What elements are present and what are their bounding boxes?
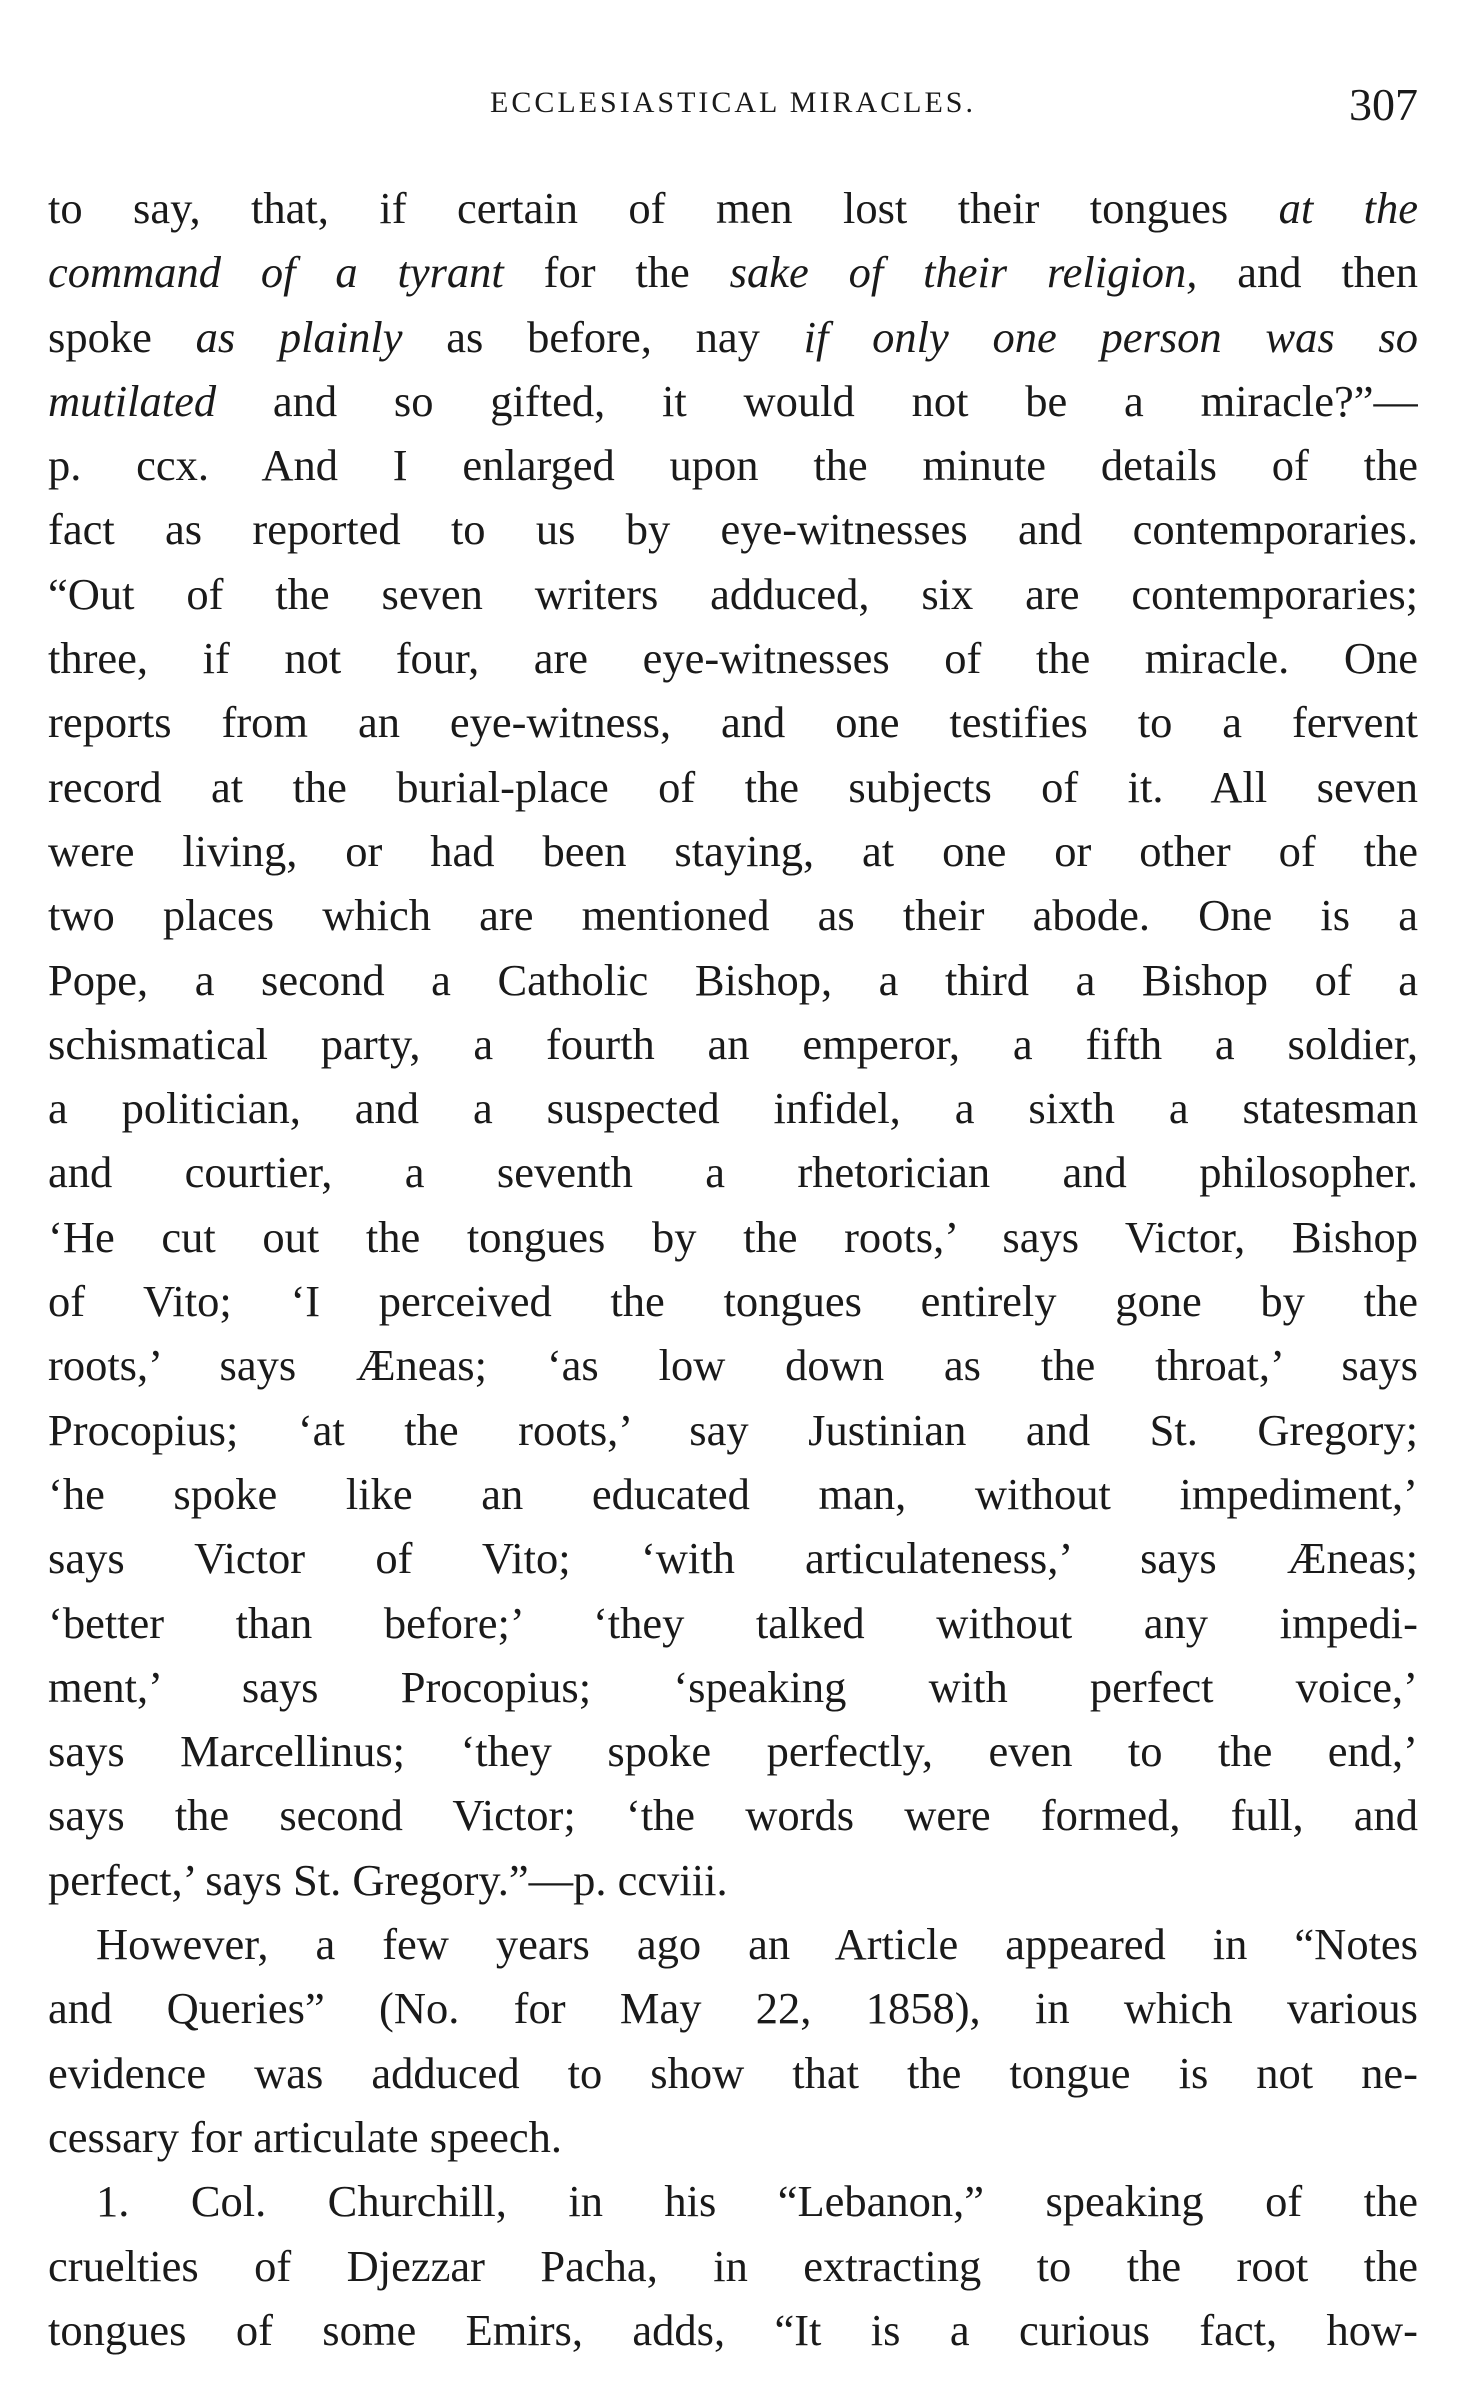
text-run: and courtier, a seventh a rhetorician and philosopher. <box>48 1147 1418 1198</box>
text-run: and so gifted, it would not be a miracle?”— <box>216 375 1418 426</box>
text-line <box>48 819 1418 883</box>
italic-text: as plainly <box>195 311 403 362</box>
text-line <box>48 1140 1418 1204</box>
text-run: spoke <box>48 311 196 362</box>
page-number: 307 <box>1349 79 1418 130</box>
text-run: ‘better than before;’ ‘they talked without any impedi- <box>48 1597 1418 1648</box>
text-run: says the second Victor; ‘the words were formed, full, and <box>48 1790 1418 1841</box>
text-run: to say, that, if certain of men lost their tongues <box>48 183 1279 233</box>
text-run: evidence was adduced to show that the tongue is not ne- <box>48 2047 1418 2098</box>
text-line <box>48 1205 1418 1269</box>
text-run: were living, or had been staying, at one or other of the <box>48 825 1418 876</box>
text-run: cruelties of Djezzar Pacha, in extracting to the root the <box>48 2240 1418 2291</box>
text-line <box>48 948 1418 1012</box>
italic-text: mutilated <box>48 375 217 426</box>
text-run: fact as reported to us by eye-witnesses and contemporaries. <box>48 504 1418 555</box>
text-run: ‘He cut out the tongues by the roots,’ says Victor, Bishop <box>48 1211 1418 1262</box>
text-line <box>48 1591 1418 1655</box>
text-run: perfect,’ says St. Gregory.”—p. ccviii. <box>48 1854 728 1905</box>
running-title: ECCLESIASTICAL MIRACLES. <box>490 86 976 119</box>
text-line <box>48 1269 1418 1333</box>
text-line <box>48 305 1418 369</box>
text-run: three, if not four, are eye-witnesses of the miracle. One <box>48 633 1418 684</box>
italic-text: if only one person was so <box>803 311 1418 362</box>
text-line <box>48 1012 1418 1076</box>
text-run: “Out of the seven writers adduced, six are contemporaries; <box>48 568 1418 619</box>
text-line <box>48 1333 1418 1397</box>
text-line <box>48 1655 1418 1719</box>
text-line <box>48 1076 1418 1140</box>
body-text <box>48 176 1418 2362</box>
text-line <box>48 562 1418 626</box>
text-line <box>48 690 1418 754</box>
text-run: and then <box>1197 247 1418 298</box>
text-line <box>48 755 1418 819</box>
text-run: record at the burial-place of the subjects of it. All seven <box>48 761 1418 812</box>
text-line <box>48 2041 1418 2105</box>
text-line <box>48 433 1418 497</box>
text-line <box>48 240 1418 304</box>
text-line <box>48 1398 1418 1462</box>
text-run: two places which are mentioned as their abode. One is a <box>48 890 1418 941</box>
italic-text: sake of their religion, <box>729 247 1198 298</box>
text-line <box>48 176 1418 240</box>
text-line <box>48 626 1418 690</box>
text-run: says Victor of Vito; ‘with articulateness,’ says Æneas; <box>48 1533 1418 1584</box>
text-line <box>48 2234 1418 2298</box>
text-run: reports from an eye-witness, and one testifies to a fervent <box>48 697 1418 748</box>
text-run: p. ccx. And I enlarged upon the minute details of the <box>48 440 1418 491</box>
text-run: However, a few years ago an Article appeared in “Notes <box>96 1919 1418 1970</box>
text-run: says Marcellinus; ‘they spoke perfectly, even to the end,’ <box>48 1726 1418 1777</box>
text-line <box>48 1912 1418 1976</box>
text-line <box>48 1976 1418 2040</box>
text-run: for the <box>503 247 730 298</box>
text-run: Pope, a second a Catholic Bishop, a third a Bishop of a <box>48 954 1418 1005</box>
text-run: of Vito; ‘I perceived the tongues entirely gone by the <box>48 1276 1418 1327</box>
text-run: ‘he spoke like an educated man, without impediment,’ <box>48 1468 1418 1519</box>
text-run: tongues of some Emirs, adds, “It is a curious fact, how- <box>48 2304 1418 2355</box>
text-line <box>48 1462 1418 1526</box>
text-run: schismatical party, a fourth an emperor, a fifth a soldier, <box>48 1018 1418 1069</box>
italic-text: command of a tyrant <box>48 247 504 298</box>
text-line <box>48 883 1418 947</box>
text-run: and Queries” (No. for May 22, 1858), in which various <box>48 1983 1418 2034</box>
text-run: Procopius; ‘at the roots,’ say Justinian and St. Gregory; <box>48 1404 1418 1455</box>
text-run: ment,’ says Procopius; ‘speaking with perfect voice,’ <box>48 1661 1418 1712</box>
text-line <box>48 1526 1418 1590</box>
text-line <box>48 2169 1418 2233</box>
text-line <box>48 2105 1418 2169</box>
text-line <box>48 2298 1418 2362</box>
text-line <box>48 369 1418 433</box>
text-line <box>48 1719 1418 1783</box>
text-run: 1. Col. Churchill, in his “Lebanon,” speaking of the <box>96 2176 1418 2227</box>
text-run: roots,’ says Æneas; ‘as low down as the throat,’ says <box>48 1340 1418 1391</box>
text-run: cessary for articulate speech. <box>48 2111 562 2162</box>
text-line <box>48 497 1418 561</box>
running-head <box>48 78 1418 138</box>
italic-text: at the <box>1278 183 1418 233</box>
text-line <box>48 1848 1418 1912</box>
text-run: a politician, and a suspected infidel, a sixth a statesman <box>48 1083 1418 1134</box>
text-run: as before, nay <box>402 311 804 362</box>
text-line <box>48 1783 1418 1847</box>
